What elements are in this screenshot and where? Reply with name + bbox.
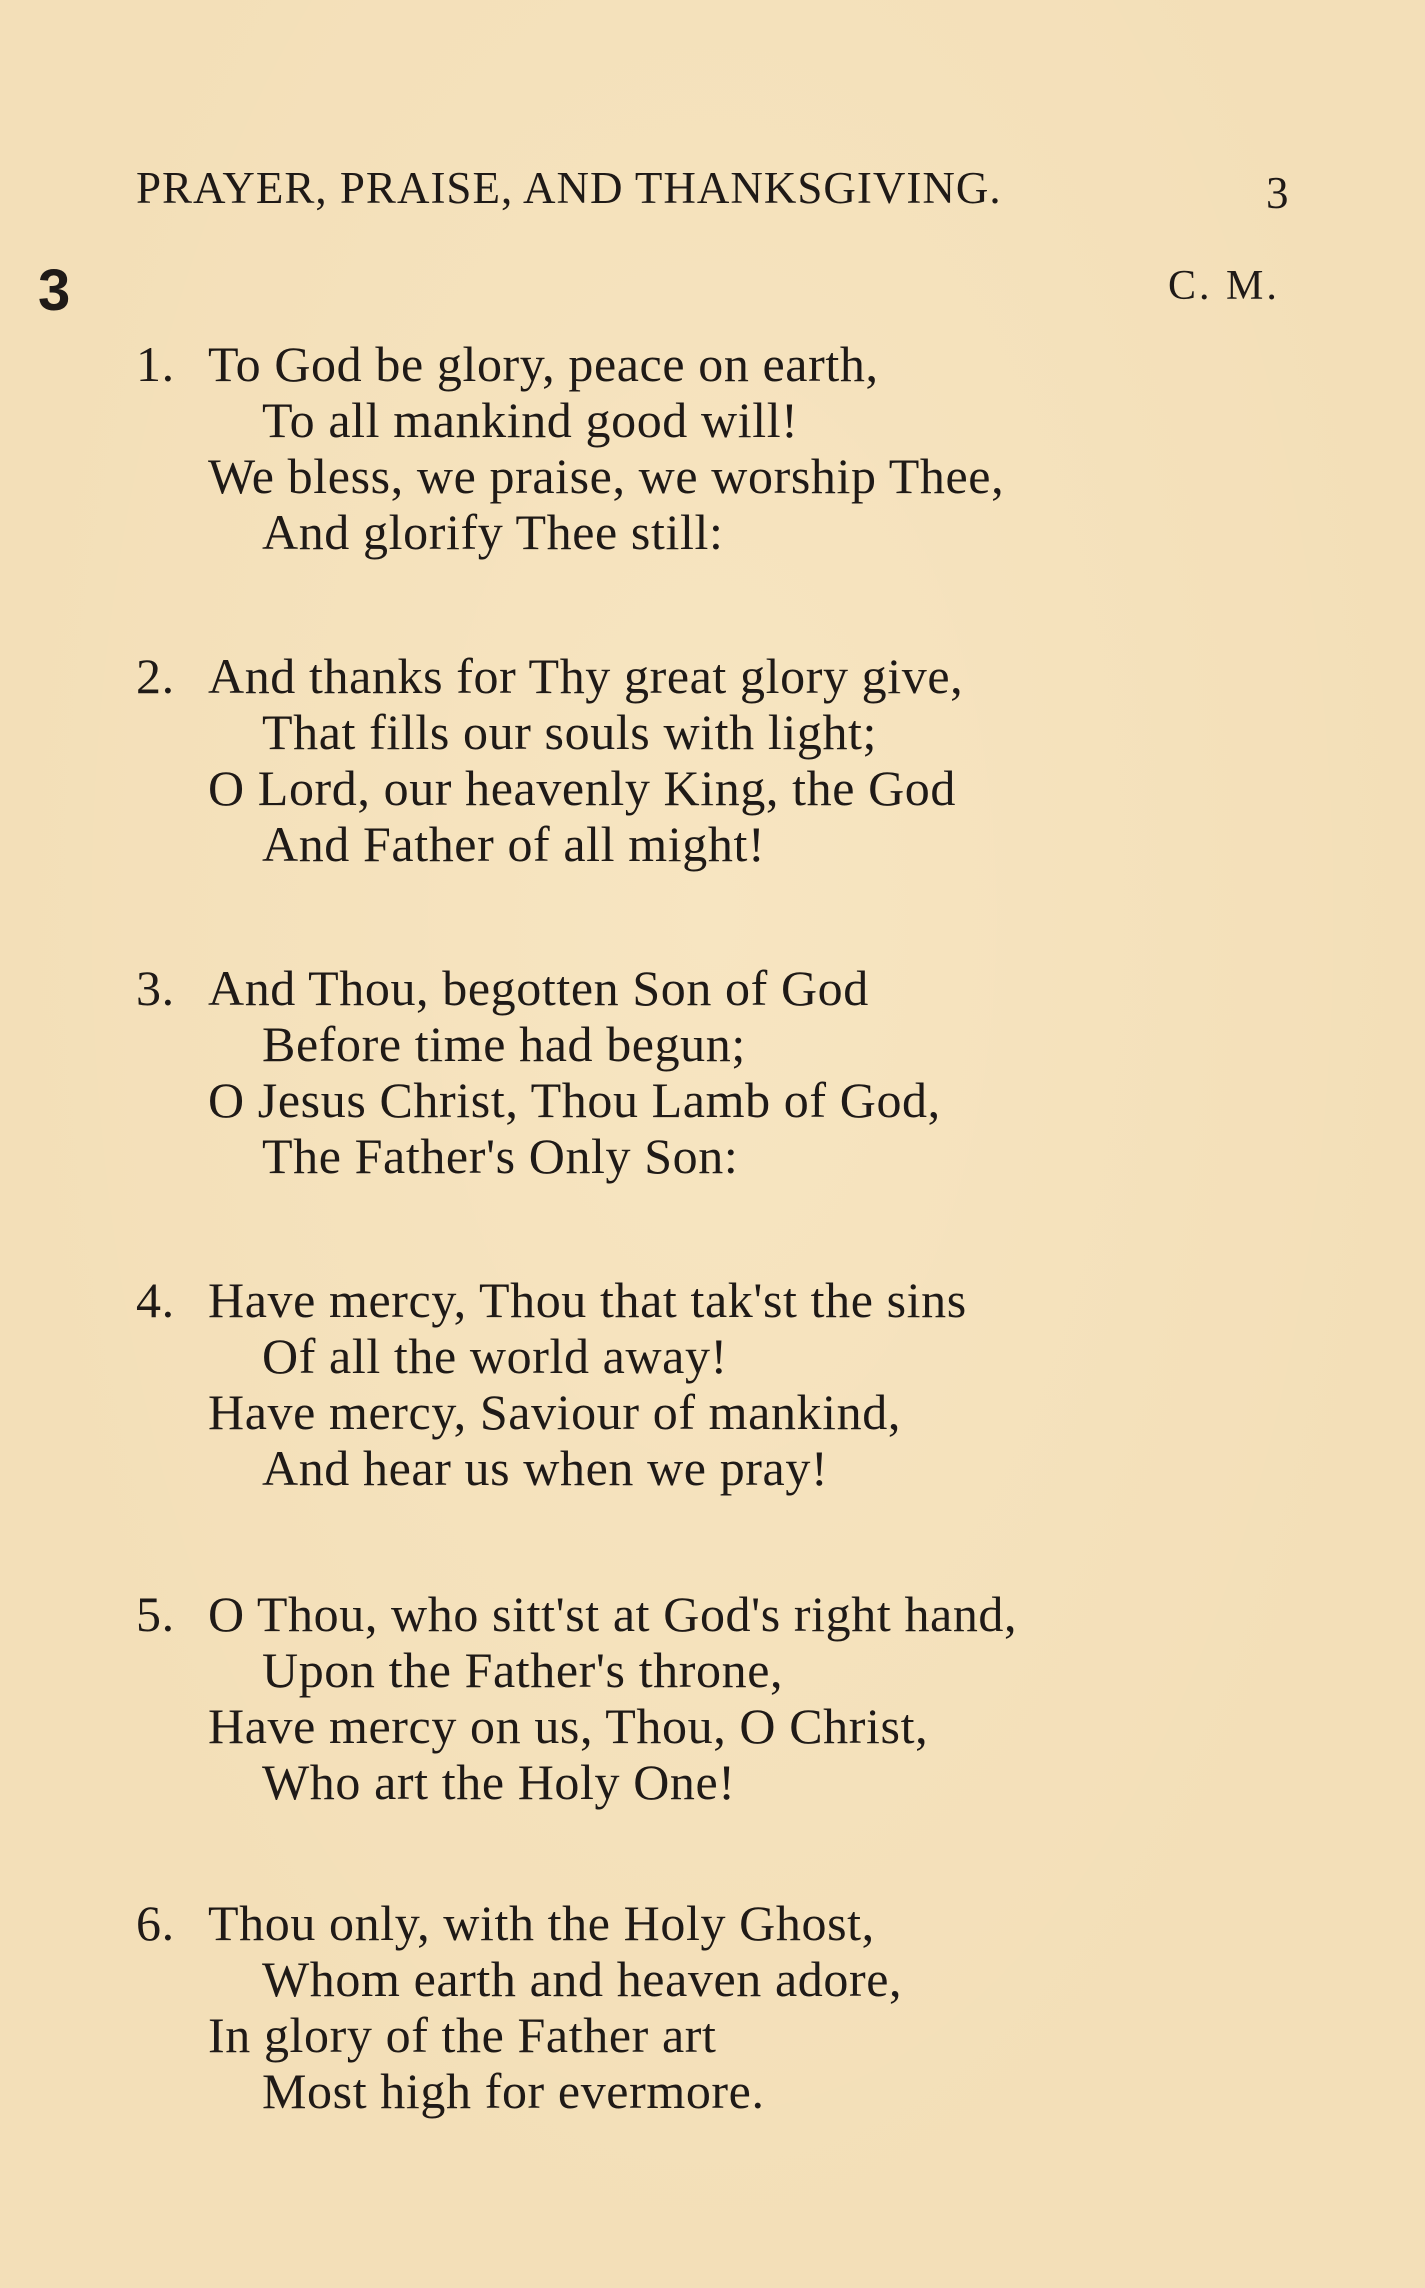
stanza-line: The Father's Only Son:: [262, 1128, 739, 1184]
stanza-line: And Father of all might!: [262, 816, 766, 872]
stanza-3: [136, 960, 1286, 1184]
stanza-1: [136, 336, 1286, 560]
stanza-line: Have mercy on us, Thou, O Christ,: [208, 1698, 929, 1754]
stanza-line: O Lord, our heavenly King, the God: [208, 760, 957, 816]
hymn-meter: C. M.: [1168, 263, 1280, 309]
stanza-line: That fills our souls with light;: [262, 704, 878, 760]
stanza-line: Most high for evermore.: [262, 2063, 765, 2119]
stanza-number: 1.: [136, 336, 175, 392]
stanza-4: [136, 1272, 1286, 1496]
stanza-line: Before time had begun;: [262, 1016, 746, 1072]
stanza-line: To God be glory, peace on earth,: [208, 336, 879, 392]
stanza-line: And thanks for Thy great glory give,: [208, 648, 964, 704]
stanza-number: 3.: [136, 960, 175, 1016]
stanza-number: 5.: [136, 1586, 175, 1642]
stanza-line: Whom earth and heaven adore,: [262, 1951, 903, 2007]
stanza-line: Of all the world away!: [262, 1328, 728, 1384]
stanza-line: We bless, we praise, we worship Thee,: [208, 448, 1005, 504]
stanza-line: Have mercy, Thou that tak'st the sins: [208, 1272, 967, 1328]
hymn-number: 3: [38, 258, 71, 323]
stanza-line: Have mercy, Saviour of mankind,: [208, 1384, 901, 1440]
stanza-number: 4.: [136, 1272, 175, 1328]
stanza-line: O Thou, who sitt'st at God's right hand,: [208, 1586, 1018, 1642]
stanza-number: 2.: [136, 648, 175, 704]
stanza-line: Thou only, with the Holy Ghost,: [208, 1895, 875, 1951]
stanza-number: 6.: [136, 1895, 175, 1951]
page-number: 3: [1266, 168, 1289, 218]
stanza-6: [136, 1895, 1286, 2119]
stanza-line: O Jesus Christ, Thou Lamb of God,: [208, 1072, 941, 1128]
stanza-line: And Thou, begotten Son of God: [208, 960, 869, 1016]
stanza-line: To all mankind good will!: [262, 392, 799, 448]
stanza-line: Upon the Father's throne,: [262, 1642, 784, 1698]
stanza-line: And hear us when we pray!: [262, 1440, 829, 1496]
stanza-2: [136, 648, 1286, 872]
stanza-5: [136, 1586, 1286, 1810]
stanza-line: Who art the Holy One!: [262, 1754, 736, 1810]
stanza-line: In glory of the Father art: [208, 2007, 717, 2063]
running-title: PRAYER, PRAISE, AND THANKSGIVING.: [136, 163, 1002, 213]
stanza-line: And glorify Thee still:: [262, 504, 724, 560]
